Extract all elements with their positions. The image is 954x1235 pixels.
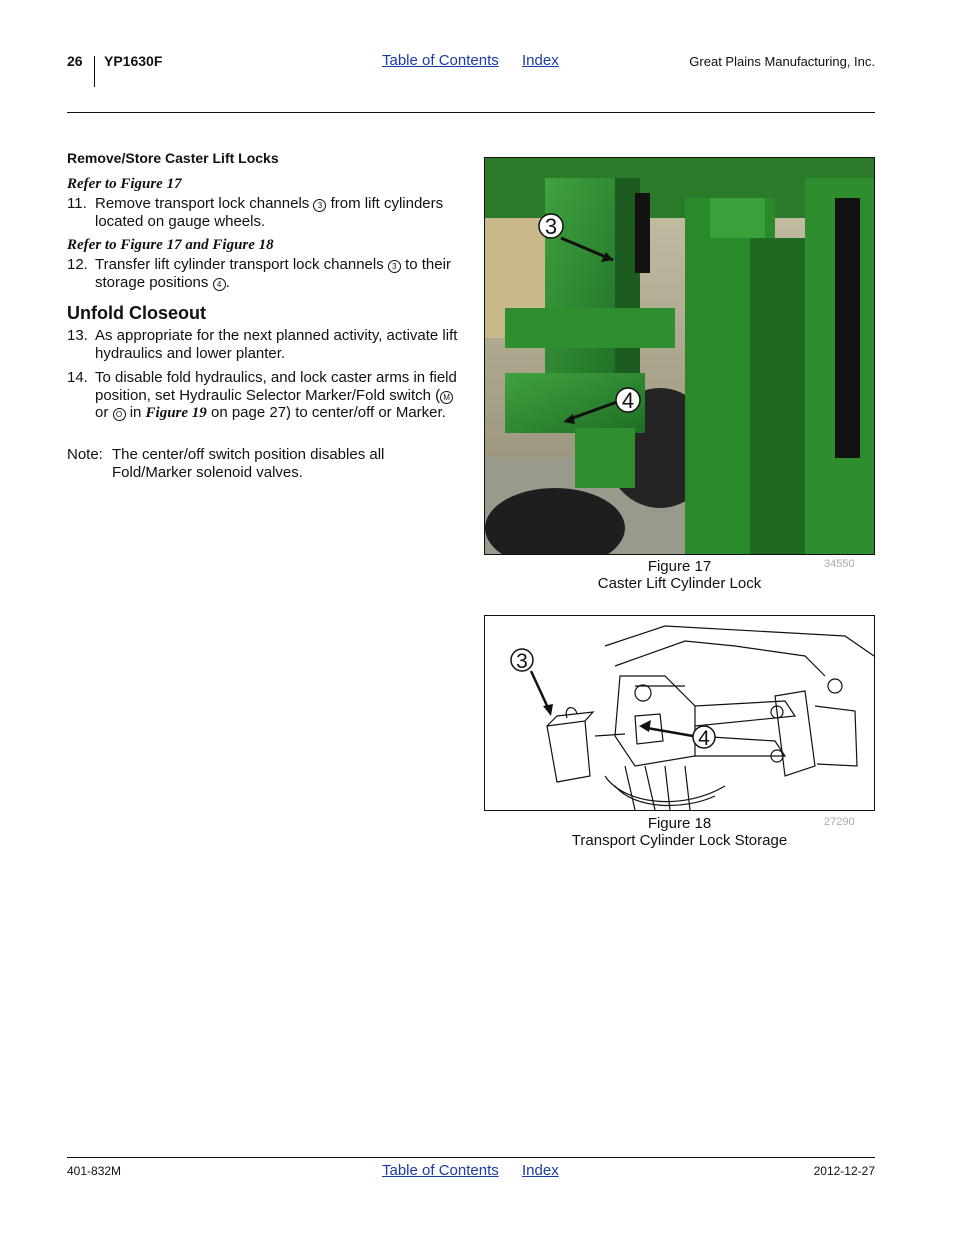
step-text <box>95 195 459 230</box>
step-number: 12. <box>67 256 88 273</box>
document-number: 401-832M <box>67 1164 122 1178</box>
figure-reference: Refer to Figure 17 <box>67 176 182 192</box>
callout-4: 4 <box>698 727 710 750</box>
header-index-link[interactable]: Index <box>522 52 559 69</box>
caster-lift-photo <box>485 158 874 554</box>
figure-17-image <box>484 157 875 555</box>
figure-id: 34550 <box>824 558 855 570</box>
figure-label: Figure 18 <box>647 815 712 832</box>
figure-label: Figure 17 <box>647 558 712 575</box>
header-toc-link[interactable]: Table of Contents <box>382 52 499 69</box>
note-label: Note: <box>67 446 103 463</box>
step-number: 11. <box>67 195 87 212</box>
figure-18-caption <box>484 815 875 849</box>
callout-marker: 3 <box>388 260 401 273</box>
figure-18-image <box>484 615 875 811</box>
off-symbol-icon: O <box>113 408 126 421</box>
figure-reference: Refer to Figure 17 and Figure 18 <box>67 237 274 253</box>
step-text-part: from lift cylinders located on gauge wheels. <box>95 195 444 230</box>
footer-rule <box>67 1157 875 1158</box>
figure-19-link[interactable]: Figure 19 <box>145 405 207 421</box>
figure-17-caption <box>484 558 875 592</box>
step-text-part: . <box>225 273 230 291</box>
figure-title: Caster Lift Cylinder Lock <box>597 575 762 592</box>
unfold-closeout-heading: Unfold Closeout <box>67 303 206 323</box>
step-text: As appropriate for the next planned activity, activate lift hydraulics and lower planter. <box>95 327 458 362</box>
figure-title: Transport Cylinder Lock Storage <box>571 832 788 849</box>
header-rule <box>67 112 875 113</box>
step-text-part: Remove transport lock channels <box>95 195 310 212</box>
step-text-part: in <box>129 404 142 421</box>
callout-4: 4 <box>621 388 635 413</box>
step-text-part: on page 27) to center/off or Marker. <box>210 404 446 421</box>
step-13 <box>67 327 459 362</box>
figure-id: 27290 <box>824 816 855 828</box>
callout-3: 3 <box>516 650 528 673</box>
footer-toc-link[interactable]: Table of Contents <box>382 1162 499 1179</box>
step-text-part: To disable fold hydraulics, and lock caster arms in field position, set Hydraulic Selector Marker/Fold switch ( <box>95 369 457 404</box>
step-14 <box>67 369 459 423</box>
page-number: 26 <box>67 53 83 69</box>
model-name: YP1630F <box>104 53 163 69</box>
step-number: 13. <box>67 327 88 344</box>
step-number: 14. <box>67 369 88 386</box>
callout-3: 3 <box>544 214 558 239</box>
company-name: Great Plains Manufacturing, Inc. <box>689 54 875 69</box>
marker-symbol-icon: M <box>440 391 453 404</box>
callout-marker: 3 <box>313 199 326 212</box>
publication-date: 2012-12-27 <box>813 1164 875 1178</box>
header-divider <box>94 56 95 87</box>
step-text <box>95 256 459 291</box>
step-text-part: to their storage positions <box>95 256 451 291</box>
step-text-part: or <box>95 404 109 421</box>
note-text: The center/off switch position disables all Fold/Marker solenoid valves. <box>112 446 385 481</box>
lock-storage-drawing <box>485 616 874 810</box>
footer-index-link[interactable]: Index <box>522 1162 559 1179</box>
step-text-part: Transfer lift cylinder transport lock channels <box>95 256 384 273</box>
step-12 <box>67 256 459 291</box>
section-title: Remove/Store Caster Lift Locks <box>67 150 279 166</box>
callout-marker: 4 <box>213 278 226 291</box>
step-11 <box>67 195 459 230</box>
step-text <box>95 369 459 423</box>
note <box>67 446 459 481</box>
